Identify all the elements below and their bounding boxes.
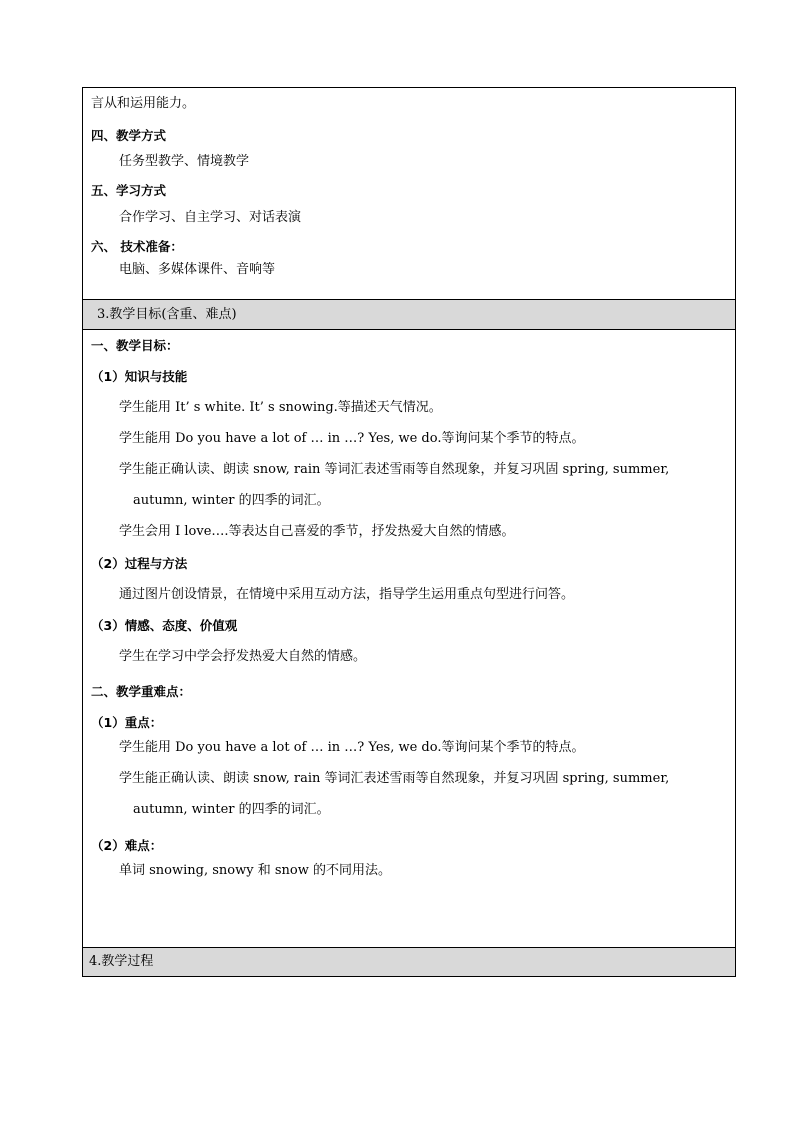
section-objectives xyxy=(83,330,735,948)
focus-item-2-cont: autumn, winter 的四季的词汇。 xyxy=(133,802,330,817)
knowledge-item-3: 学生能正确认读、朗读 snow, rain 等词汇表述雪雨等自然现象，并复习巩固 spring, summer, xyxy=(119,462,670,477)
section-teaching-methods xyxy=(83,88,735,300)
difficulty-item-1: 单词 snowing, snowy 和 snow 的不同用法。 xyxy=(119,863,391,878)
learning-method-text: 合作学习、自主学习、对话表演 xyxy=(119,210,302,225)
heading-objectives: 一、教学目标： xyxy=(91,338,179,353)
subheading-difficulty: （2）难点： xyxy=(91,838,163,853)
focus-item-1: 学生能用 Do you have a lot of … in …? Yes, we do.等询问某个季节的特点。 xyxy=(119,740,585,755)
section-header-objectives: 3.教学目标(含重、难点) xyxy=(83,300,735,330)
heading-learning-method: 五、学习方式 xyxy=(91,183,167,198)
heading-tech-prep: 六、 技术准备： xyxy=(91,239,183,254)
tech-prep-text: 电脑、多媒体课件、音响等 xyxy=(119,262,276,277)
heading-key-points: 二、教学重难点： xyxy=(91,684,192,699)
subheading-knowledge: （1）知识与技能 xyxy=(91,369,188,384)
lesson-plan-table xyxy=(82,87,736,977)
subheading-focus: （1）重点： xyxy=(91,715,163,730)
heading-teaching-method: 四、教学方式 xyxy=(91,128,167,143)
emotion-item-1: 学生在学习中学会抒发热爱大自然的情感。 xyxy=(119,649,367,664)
subheading-process: （2）过程与方法 xyxy=(91,556,188,571)
teaching-method-text: 任务型教学、情境教学 xyxy=(119,154,250,169)
knowledge-item-4: 学生会用 I love….等表达自己喜爱的季节，抒发热爱大自然的情感。 xyxy=(119,524,515,539)
subheading-emotion: （3）情感、态度、价值观 xyxy=(91,618,238,633)
process-item-1: 通过图片创设情景，在情境中采用互动方法，指导学生运用重点句型进行问答。 xyxy=(119,587,575,602)
continuation-text: 言从和运用能力。 xyxy=(91,96,196,111)
knowledge-item-1: 学生能用 It’ s white. It’ s snowing.等描述天气情况。 xyxy=(119,400,442,415)
knowledge-item-3-cont: autumn, winter 的四季的词汇。 xyxy=(133,493,330,508)
section-header-process: 4.教学过程 xyxy=(83,948,735,976)
knowledge-item-2: 学生能用 Do you have a lot of … in …? Yes, we do.等询问某个季节的特点。 xyxy=(119,431,585,446)
focus-item-2: 学生能正确认读、朗读 snow, rain 等词汇表述雪雨等自然现象，并复习巩固 spring, summer, xyxy=(119,771,670,786)
